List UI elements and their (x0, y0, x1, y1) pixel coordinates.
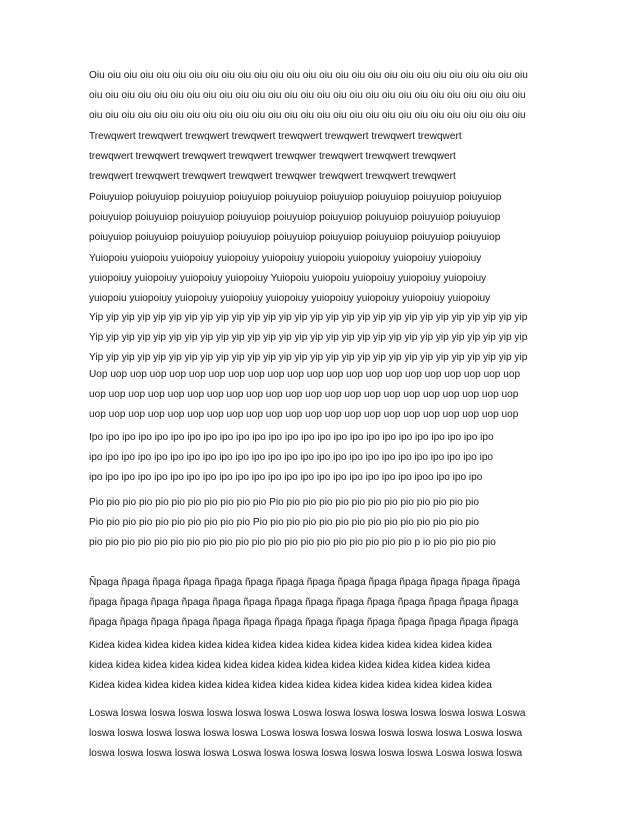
text-line: Ñpaga ñpaga ñpaga ñpaga ñpaga ñpaga ñpaga ñpaga ñpaga ñpaga ñpaga ñpaga ñpaga ñpaga (89, 577, 521, 588)
text-line: Kidea kidea kidea kidea kidea kidea kidea kidea kidea kidea kidea kidea kidea kidea kidea (89, 640, 492, 651)
paragraph-yuiopoiu (89, 249, 559, 309)
text-line: yuiopoiuy yuiopoiuy yuiopoiuy yuiopoiuy Yuiopoiu yuiopoiu yuiopoiuy yuiopoiuy yuiopoiuy (89, 273, 487, 284)
text-line: uop uop uop uop uop uop uop uop uop uop uop uop uop uop uop uop uop uop uop uop uop uop (89, 409, 519, 420)
text-line: Uop uop uop uop uop uop uop uop uop uop uop uop uop uop uop uop uop uop uop uop uop uop (89, 369, 521, 380)
text-line: trewqwert trewqwert trewqwert trewqwert trewqwer trewqwert trewqwert trewqwert (89, 171, 456, 182)
paragraph-loswa (89, 704, 559, 764)
text-line: Oiu oiu oiu oiu oiu oiu oiu oiu oiu oiu oiu oiu oiu oiu oiu oiu oiu oiu oiu oiu oiu oiu oiu oiu oiu oiu oiu (89, 70, 528, 81)
text-line: ñpaga ñpaga ñpaga ñpaga ñpaga ñpaga ñpaga ñpaga ñpaga ñpaga ñpaga ñpaga ñpaga ñpaga (89, 597, 519, 608)
text-line: Pio pio pio pio pio pio pio pio pio pio Pio pio pio pio pio pio pio pio pio pio pio pio pio pio (89, 517, 480, 528)
text-line: kidea kidea kidea kidea kidea kidea kidea kidea kidea kidea kidea kidea kidea kidea kidea (89, 660, 491, 671)
paragraph-yip (89, 308, 559, 368)
paragraph-ipo (89, 428, 559, 488)
text-line: Ipo ipo ipo ipo ipo ipo ipo ipo ipo ipo ipo ipo ipo ipo ipo ipo ipo ipo ipo ipo ipo ipo ipo ipo ipo (89, 432, 494, 443)
text-line: oiu oiu oiu oiu oiu oiu oiu oiu oiu oiu oiu oiu oiu oiu oiu oiu oiu oiu oiu oiu oiu oiu oiu oiu oiu oiu oiu (89, 110, 526, 121)
text-line: Poiuyuiop poiuyuiop poiuyuiop poiuyuiop poiuyuiop poiuyuiop poiuyuiop poiuyuiop poiuyuiop (89, 192, 502, 203)
text-line: Pio pio pio pio pio pio pio pio pio pio pio Pio pio pio pio pio pio pio pio pio pio pio pio pio (89, 497, 480, 508)
paragraph-oiu (89, 66, 559, 126)
text-line: Yuiopoiu yuiopoiu yuiopoiuy yuiopoiuy yuiopoiuy yuiopoiu yuiopoiuy yuiopoiuy yuiopoiuy (89, 253, 482, 264)
text-line: Yip yip yip yip yip yip yip yip yip yip yip yip yip yip yip yip yip yip yip yip yip yip yip yip yip yip yip yip (89, 332, 528, 343)
text-line: trewqwert trewqwert trewqwert trewqwert trewqwer trewqwert trewqwert trewqwert (89, 151, 456, 162)
paragraph-pio (89, 493, 559, 553)
text-line: ñpaga ñpaga ñpaga ñpaga ñpaga ñpaga ñpaga ñpaga ñpaga ñpaga ñpaga ñpaga ñpaga ñpaga (89, 617, 519, 628)
text-line: pio pio pio pio pio pio pio pio pio pio pio pio pio pio pio pio pio pio pio pio p io pio pio pio pio (89, 537, 496, 548)
text-line: poiuyuiop poiuyuiop poiuyuiop poiuyuiop poiuyuiop poiuyuiop poiuyuiop poiuyuiop poiuyuiop (89, 212, 501, 223)
paragraph-npaga (89, 573, 559, 633)
text-line: oiu oiu oiu oiu oiu oiu oiu oiu oiu oiu oiu oiu oiu oiu oiu oiu oiu oiu oiu oiu oiu oiu oiu oiu oiu oiu oiu (89, 90, 526, 101)
text-line: loswa loswa loswa loswa loswa loswa Loswa loswa loswa loswa loswa loswa loswa Loswa loswa (89, 728, 523, 739)
text-line: ipo ipo ipo ipo ipo ipo ipo ipo ipo ipo ipo ipo ipo ipo ipo ipo ipo ipo ipo ipo ipo ipo ipo ipo ipo (89, 452, 494, 463)
text-line: Yip yip yip yip yip yip yip yip yip yip yip yip yip yip yip yip yip yip yip yip yip yip yip yip yip yip yip yip (89, 312, 528, 323)
text-line: Yip yip yip yip yip yip yip yip yip yip yip yip yip yip yip yip yip yip yip yip yip yip yip yip yip yip yip yip (89, 352, 528, 363)
paragraph-kidea (89, 636, 559, 696)
text-line: Trewqwert trewqwert trewqwert trewqwert trewqwert trewqwert trewqwert trewqwert (89, 131, 462, 142)
paragraph-trewqwert (89, 127, 559, 187)
text-line: uop uop uop uop uop uop uop uop uop uop uop uop uop uop uop uop uop uop uop uop uop uop (89, 389, 519, 400)
text-line: ipo ipo ipo ipo ipo ipo ipo ipo ipo ipo ipo ipo ipo ipo ipo ipo ipo ipo ipo ipo ipoo ipo ipo ipo (89, 472, 483, 483)
text-line: Loswa loswa loswa loswa loswa loswa loswa Loswa loswa loswa loswa loswa loswa loswa Loswa (89, 708, 526, 719)
text-line: loswa loswa loswa loswa loswa Loswa loswa loswa loswa loswa loswa loswa Loswa loswa loswa (89, 748, 523, 759)
paragraph-poiuyuiop (89, 188, 559, 248)
paragraph-uop (89, 365, 559, 425)
text-line: yuiopoiu yuiopoiuy yuiopoiuy yuiopoiuy yuiopoiuy yuiopoiuy yuiopoiuy yuiopoiuy yuiopoiuy (89, 293, 491, 304)
text-line: Kidea kidea kidea kidea kidea kidea kidea kidea kidea kidea kidea kidea kidea kidea kidea (89, 680, 492, 691)
text-line: poiuyuiop poiuyuiop poiuyuiop poiuyuiop poiuyuiop poiuyuiop poiuyuiop poiuyuiop poiuyuiop (89, 232, 501, 243)
